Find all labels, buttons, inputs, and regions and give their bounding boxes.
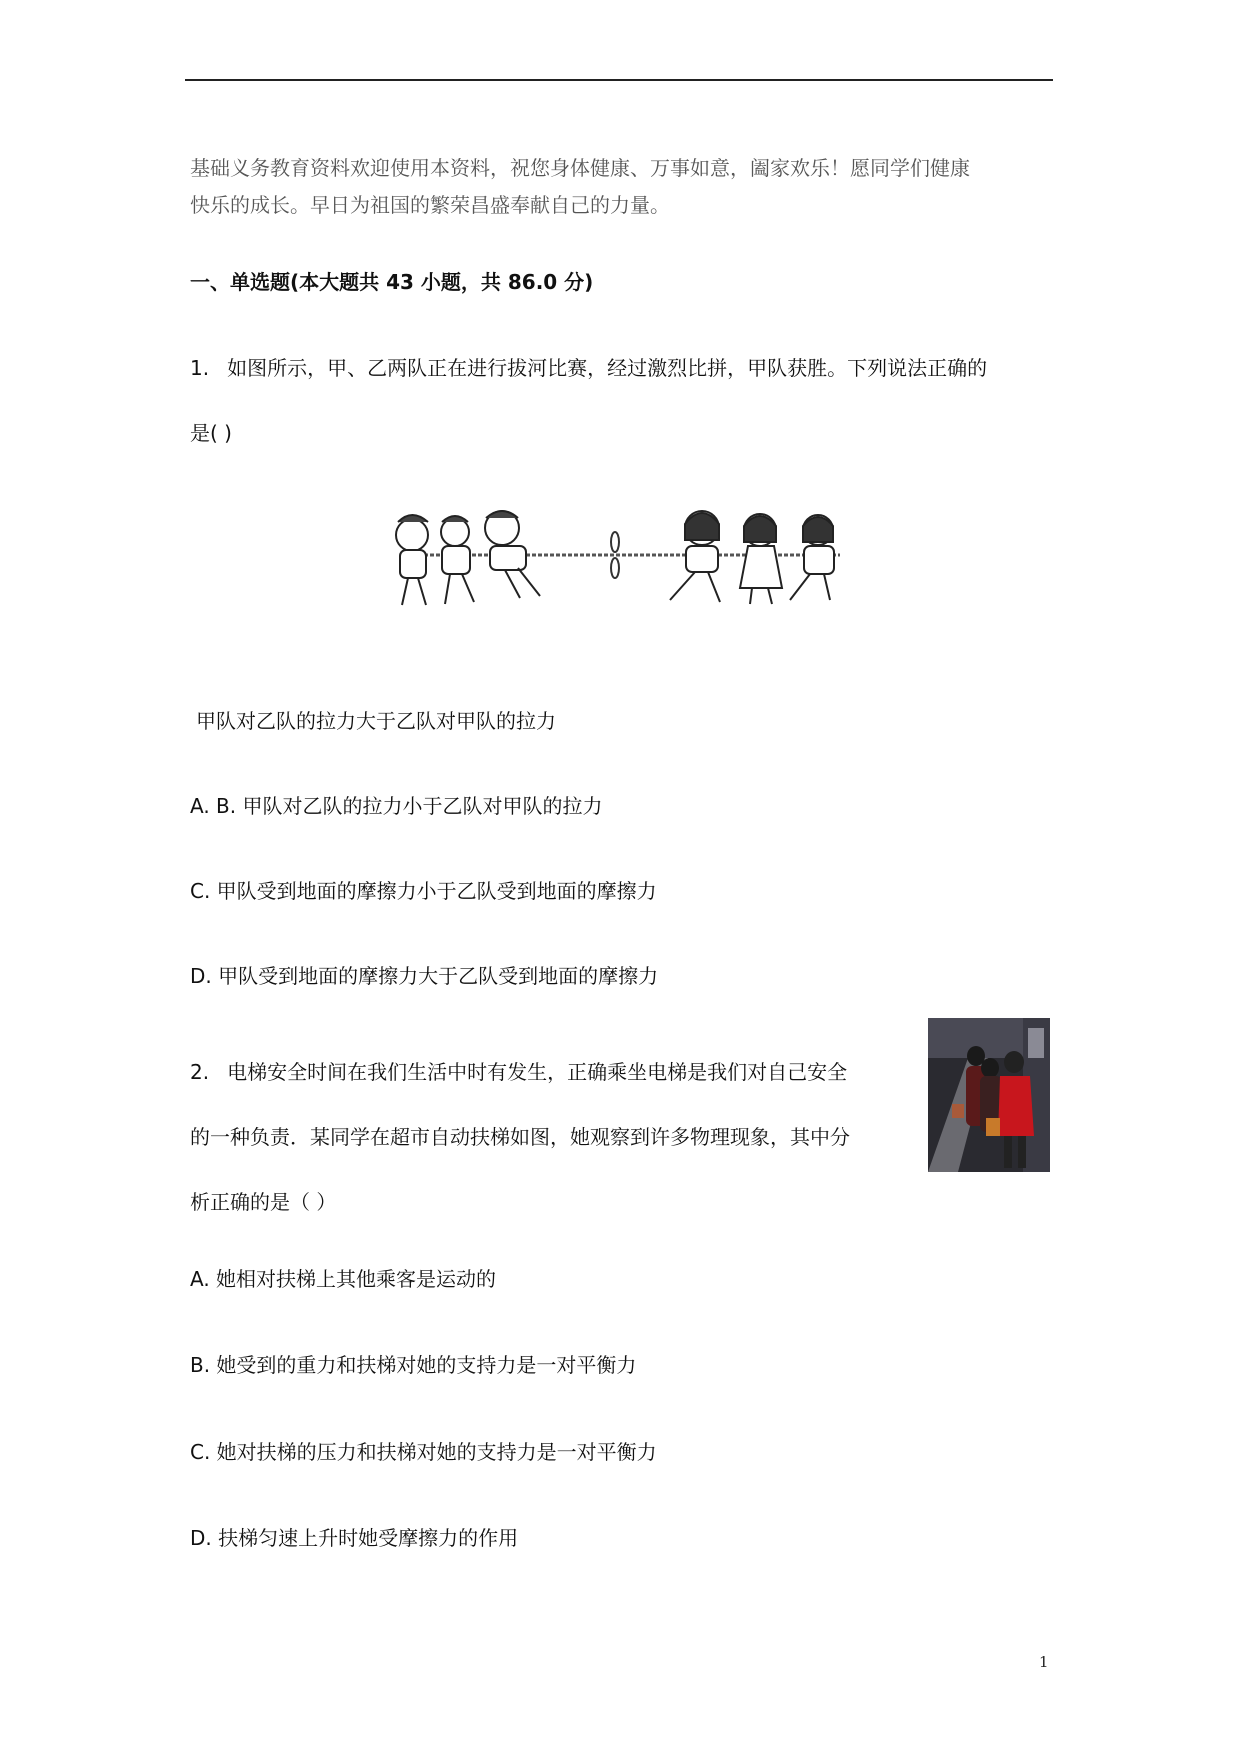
header-rule (185, 79, 1053, 81)
q2-option-c: C. 她对扶梯的压力和扶梯对她的支持力是一对平衡力 (190, 1440, 657, 1464)
q1-option-a-text: 甲队对乙队的拉力大于乙队对甲队的拉力 (196, 709, 556, 733)
intro-line-2: 快乐的成长。早日为祖国的繁荣昌盛奉献自己的力量。 (190, 193, 670, 217)
q1-stem-line-1 (190, 352, 1050, 381)
q1-stem-text-1: 如图所示，甲、乙两队正在进行拔河比赛，经过激烈比拼，甲队获胜。下列说法正确的 (227, 356, 988, 380)
q2-stem-text-1: 电梯安全时间在我们生活中时有发生，正确乘坐电梯是我们对自己安全 (227, 1060, 848, 1084)
q1-number: 1. (190, 356, 210, 380)
tug-of-war-illustration (390, 500, 860, 620)
q2-stem-line-2: 的一种负责．某同学在超市自动扶梯如图，她观察到许多物理现象，其中分 (190, 1125, 850, 1149)
q1-option-c: C. 甲队受到地面的摩擦力小于乙队受到地面的摩擦力 (190, 879, 657, 903)
q1-option-a-b: A. B. 甲队对乙队的拉力小于乙队对甲队的拉力 (190, 794, 603, 818)
q2-option-a: A. 她相对扶梯上其他乘客是运动的 (190, 1267, 497, 1291)
section-title: 一、单选题(本大题共 43 小题，共 86.0 分) (190, 270, 594, 294)
q2-number: 2. (190, 1060, 210, 1084)
q1-option-d: D. 甲队受到地面的摩擦力大于乙队受到地面的摩擦力 (190, 964, 659, 988)
q2-stem-line-3: 析正确的是（ ） (190, 1190, 337, 1214)
escalator-photo (928, 1018, 1050, 1172)
page-number: 1 (1039, 1653, 1049, 1671)
q2-stem (190, 1040, 920, 1235)
q1-stem-line-2: 是( ) (190, 421, 232, 445)
q2-option-b: B. 她受到的重力和扶梯对她的支持力是一对平衡力 (190, 1353, 637, 1377)
q2-option-d: D. 扶梯匀速上升时她受摩擦力的作用 (190, 1526, 519, 1550)
intro-line-1: 基础义务教育资料欢迎使用本资料，祝您身体健康、万事如意，阖家欢乐！愿同学们健康 (190, 156, 970, 180)
intro-paragraph (190, 150, 1050, 224)
q2-stem-line-1 (190, 1040, 920, 1105)
